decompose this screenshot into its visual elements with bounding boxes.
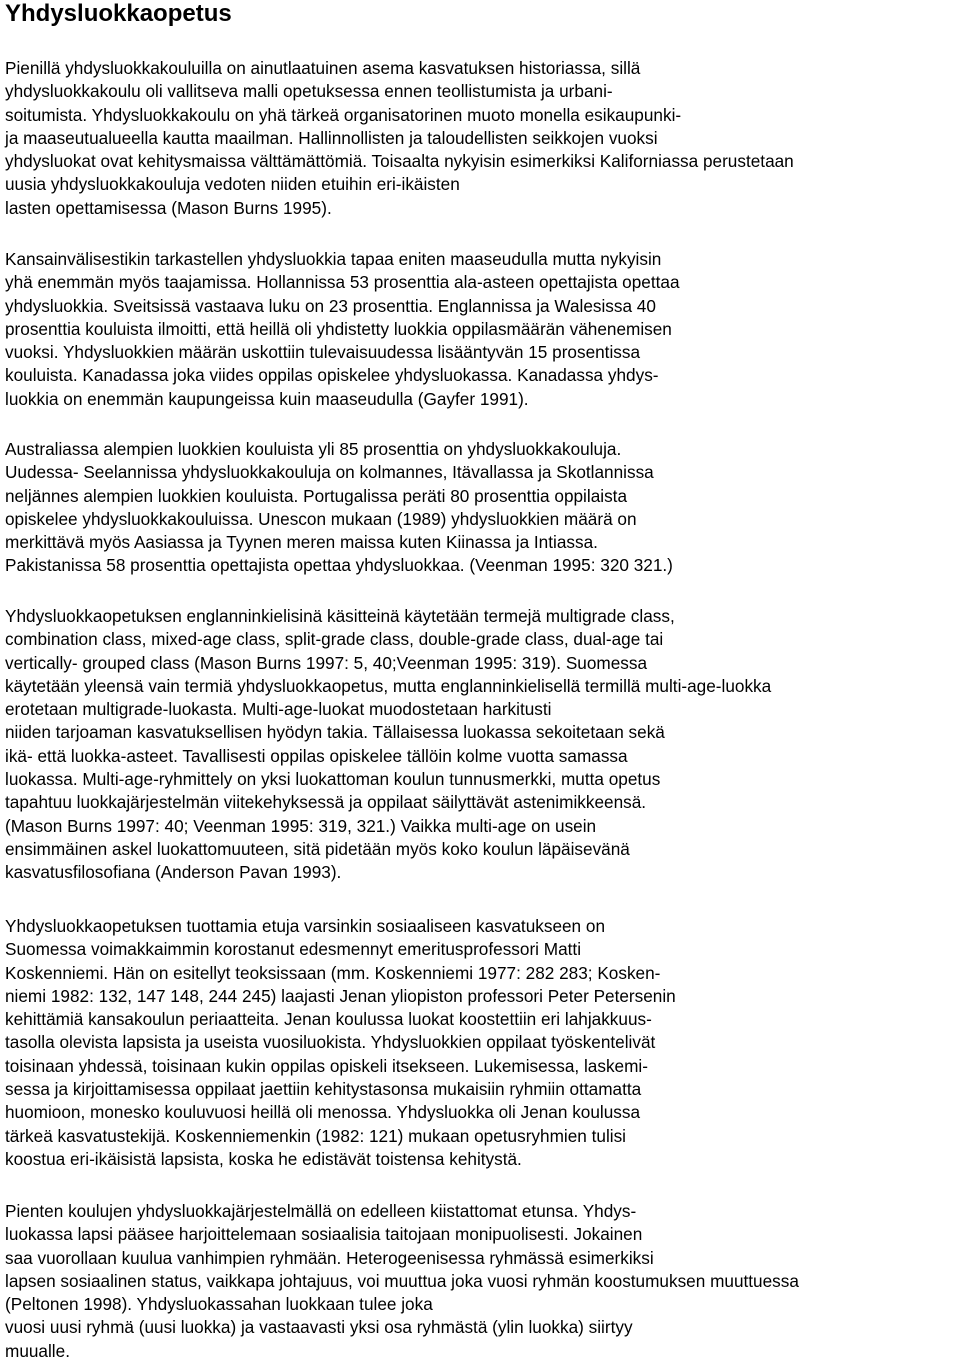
text-line: lapsen sosiaalinen status, vaikkapa johtajuus, voi muuttua joka vuosi ryhmän koostumuksen muuttuessa (5, 1270, 799, 1291)
text-line: Suomessa voimakkaimmin korostanut edesmennyt emeritusprofessori Matti (5, 939, 582, 960)
text-line: niiden tarjoaman kasvatuksellisen hyödyn takia. Tällaisessa luokassa sekoitetaan sekä (5, 722, 665, 743)
text-line: soitumista. Yhdysluokkakoulu on yhä tärkeä organisatorinen muoto monella esikaupunki- (5, 104, 682, 125)
text-line: Pienillä yhdysluokkakouluilla on ainutlaatuinen asema kasvatuksen historiassa, sillä (5, 58, 641, 78)
text-line: Pienten koulujen yhdysluokkajärjestelmällä on edelleen kiistattomat etunsa. Yhdys- (5, 1201, 637, 1221)
paragraph-3 (5, 438, 673, 578)
page-title: Yhdysluokkaopetus (5, 0, 232, 27)
text-line: combination class, mixed-age class, split-grade class, double-grade class, dual-age tai (5, 629, 664, 650)
text-line: uusia yhdysluokkakouluja vedoten niiden etuihin eri-ikäisten (5, 174, 460, 195)
text-line: luokkia on enemmän kaupungeissa kuin maaseudulla (Gayfer 1991). (5, 388, 529, 409)
text-line: muualle. (5, 1340, 70, 1361)
text-line: koostua eri-ikäisistä lapsista, koska he edistävät toistensa kehitystä. (5, 1148, 522, 1169)
text-line: merkittävä myös Aasiassa ja Tyynen meren maissa kuten Kiinassa ja Intiassa. (5, 532, 598, 553)
text-line: yhdysluokat ovat kehitysmaissa välttämättömiä. Toisaalta nykyisin esimerkiksi Kaliforniassa perustetaan (5, 151, 794, 172)
text-line: tapahtuu luokkajärjestelmän viitekehyksessä ja oppilaat säilyttävät astenimikkeensä. (5, 792, 647, 813)
text-line: luokassa lapsi pääsee harjoittelemaan sosiaalisia taitojaan monipuolisesti. Jokainen (5, 1224, 643, 1245)
text-line: erotetaan multigrade-luokasta. Multi-age-luokat muodostetaan harkitusti (5, 699, 552, 720)
text-line: ensimmäinen askel luokattomuuteen, sitä pidetään myös koko koulun läpäisevänä (5, 838, 630, 859)
text-line: lasten opettamisessa (Mason Burns 1995). (5, 197, 332, 218)
text-line: tasolla olevista lapsista ja useista vuosiluokista. Yhdysluokkien oppilaat työskentelivät (5, 1032, 656, 1053)
text-line: kouluista. Kanadassa joka viides oppilas opiskelee yhdysluokassa. Kanadassa yhdys- (5, 365, 659, 386)
text-line: Australiassa alempien luokkien kouluista yli 85 prosenttia on yhdysluokkakouluja. (5, 439, 622, 459)
paragraph-4 (5, 605, 771, 885)
text-line: vuosi uusi ryhmä (uusi luokka) ja vastaavasti yksi osa ryhmästä (ylin luokka) siirtyy (5, 1317, 633, 1338)
paragraph-5 (5, 915, 676, 1171)
text-line: Yhdysluokkaopetuksen tuottamia etuja varsinkin sosiaaliseen kasvatukseen on (5, 916, 606, 936)
text-line: huomioon, monesko kouluvuosi heillä oli menossa. Yhdysluokka oli Jenan koulussa (5, 1102, 641, 1123)
text-line: Yhdysluokkaopetuksen englanninkielisinä käsitteinä käytetään termejä multigrade class, (5, 606, 675, 626)
text-line: vertically- grouped class (Mason Burns 1997: 5, 40;Veenman 1995: 319). Suomessa (5, 652, 648, 673)
text-line: neljännes alempien luokkien kouluista. Portugalissa peräti 80 prosenttia oppilaista (5, 485, 627, 506)
text-line: tärkeä kasvatustekijä. Koskenniemenkin (1982: 121) mukaan opetusryhmien tulisi (5, 1125, 626, 1146)
text-line: (Mason Burns 1997: 40; Veenman 1995: 319, 321.) Vaikka multi-age on usein (5, 815, 597, 836)
text-line: opiskelee yhdysluokkakouluissa. Unescon mukaan (1989) yhdysluokkien määrä on (5, 508, 637, 529)
text-line: luokassa. Multi-age-ryhmittely on yksi luokattoman koulun tunnusmerkki, mutta opetus (5, 769, 661, 790)
text-line: niemi 1982: 132, 147 148, 244 245) laajasti Jenan yliopiston professori Peter Petersenin (5, 985, 676, 1006)
text-line: vuoksi. Yhdysluokkien määrän uskottiin tulevaisuudessa lisääntyvän 15 prosentissa (5, 342, 641, 363)
text-line: kasvatusfilosofiana (Anderson Pavan 1993). (5, 862, 342, 883)
text-line: kehittämiä kansakoulun periaatteita. Jenan koulussa luokat koostettiin eri lahjakkuus- (5, 1009, 652, 1030)
text-line: yhä enemmän myös taajamissa. Hollannissa 53 prosenttia ala-asteen opettajista opettaa (5, 272, 680, 293)
text-line: Koskenniemi. Hän on esitellyt teoksissaan (mm. Koskenniemi 1977: 282 283; Kosken- (5, 962, 661, 983)
text-line: yhdysluokkia. Sveitsissä vastaava luku on 23 prosenttia. Englannissa ja Walesissa 40 (5, 295, 656, 316)
text-line: Kansainvälisestikin tarkastellen yhdysluokkia tapaa eniten maaseudulla mutta nykyisin (5, 249, 662, 269)
text-line: Uudessa- Seelannissa yhdysluokkakouluja on kolmannes, Itävallassa ja Skotlannissa (5, 462, 654, 483)
text-line: yhdysluokkakoulu oli vallitseva malli opetuksessa ennen teollistumista ja urbani- (5, 81, 613, 102)
text-line: ja maaseutualueella kautta maailman. Hallinnollisten ja taloudellisten seikkojen vuoksi (5, 127, 658, 148)
text-line: prosenttia kouluista ilmoitti, että heillä oli yhdistetty luokkia oppilasmäärän vähenemisen (5, 318, 672, 339)
text-line: Pakistanissa 58 prosenttia opettajista opettaa yhdysluokkaa. (Veenman 1995: 320 321.) (5, 555, 673, 576)
text-line: sessa ja kirjoittamisessa oppilaat jaettiin kehitystasonsa mukaisiin ryhmiin ottamatta (5, 1079, 642, 1100)
paragraph-1 (5, 57, 794, 220)
text-line: ikä- että luokka-asteet. Tavallisesti oppilas opiskelee tällöin kolme vuotta samassa (5, 745, 628, 766)
paragraph-6 (5, 1200, 799, 1363)
text-line: (Peltonen 1998). Yhdysluokassahan luokkaan tulee joka (5, 1294, 433, 1315)
text-line: toisinaan yhdessä, toisinaan kukin oppilas opiskeli itsekseen. Lukemisessa, laskemi- (5, 1055, 648, 1076)
text-line: käytetään yleensä vain termiä yhdysluokkaopetus, mutta englanninkielisellä termillä multi-age-luokka (5, 675, 772, 696)
text-line: saa vuorollaan kuulua vanhimpien ryhmään. Heterogeenisessa ryhmässä esimerkiksi (5, 1247, 654, 1268)
paragraph-2 (5, 248, 680, 411)
